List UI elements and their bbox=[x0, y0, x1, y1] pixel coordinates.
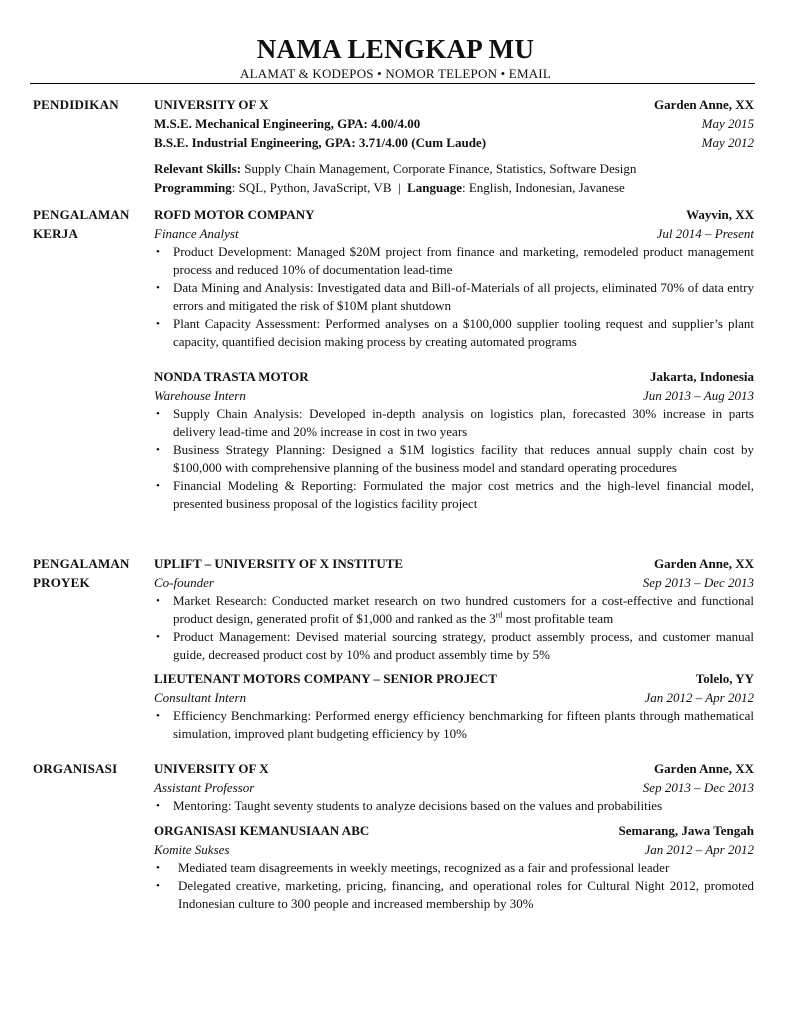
list-item: • Supply Chain Analysis: Developed in-depth analysis on logistics plan, forecasted 30% increase in parts delivery lead-time and 20% increase in cost in two years bbox=[156, 406, 754, 439]
entry-header bbox=[154, 205, 754, 224]
bullet-list bbox=[154, 243, 754, 351]
bullet-list bbox=[154, 592, 754, 664]
role-title: Co-founder bbox=[154, 575, 214, 590]
school-name: UNIVERSITY OF X bbox=[154, 97, 269, 112]
role-dates: Sep 2013 – Dec 2013 bbox=[642, 780, 754, 795]
org-name: LIEUTENANT MOTORS COMPANY – SENIOR PROJECT bbox=[154, 671, 497, 686]
entry-header bbox=[154, 669, 754, 688]
entry-header bbox=[154, 367, 754, 386]
list-item: • Plant Capacity Assessment: Performed analyses on a $100,000 supplier tooling request and supplier’s plant capacity, quantified decision making process by creating automated programs bbox=[156, 316, 754, 349]
role-row bbox=[154, 688, 754, 707]
org-entry bbox=[154, 821, 754, 913]
contact-line: ALAMAT & KODEPOS • NOMOR TELEPON • EMAIL bbox=[240, 66, 551, 81]
list-item: • Delegated creative, marketing, pricing, financing, and operational roles for Cultural Night 2012, promoted Indonesian culture to 300 people and increased membership by 30% bbox=[156, 878, 754, 911]
list-item: • Efficiency Benchmarking: Performed energy efficiency benchmarking for fifteen plants through mathematical simulation, improved plant budgeting efficiency by 10% bbox=[156, 708, 754, 741]
entry-header bbox=[154, 821, 754, 840]
org-name: NONDA TRASTA MOTOR bbox=[154, 369, 309, 384]
org-entry bbox=[154, 759, 754, 815]
degree: B.S.E. Industrial Engineering, GPA: 3.71/4.00 (Cum Laude) bbox=[154, 135, 487, 150]
list-item: • Mentoring: Taught seventy students to analyze decisions based on the values and probabilities bbox=[156, 798, 663, 813]
org-location: Tolelo, YY bbox=[695, 671, 754, 686]
org-name: UNIVERSITY OF X bbox=[154, 761, 269, 776]
entry-header bbox=[154, 759, 754, 778]
role-dates: Jan 2012 – Apr 2012 bbox=[644, 690, 754, 705]
section-label: ORGANISASI bbox=[33, 761, 118, 776]
org-location: Garden Anne, XX bbox=[653, 556, 754, 571]
bullet-list bbox=[154, 797, 754, 815]
role-row bbox=[154, 224, 754, 243]
bullet-list bbox=[154, 707, 754, 743]
org-name: UPLIFT – UNIVERSITY OF X INSTITUTE bbox=[154, 556, 404, 571]
degree-row bbox=[154, 133, 754, 152]
section-label: PENGALAMAN PROYEK bbox=[33, 556, 130, 590]
role-dates: Jan 2012 – Apr 2012 bbox=[644, 842, 754, 857]
role-row bbox=[154, 840, 754, 859]
role-title: Consultant Intern bbox=[154, 690, 247, 705]
org-name: ORGANISASI KEMANUSIAAN ABC bbox=[154, 823, 370, 838]
degree-row bbox=[154, 114, 754, 133]
section-label: PENDIDIKAN bbox=[33, 97, 119, 112]
org-location: Garden Anne, XX bbox=[653, 761, 754, 776]
role-dates: Sep 2013 – Dec 2013 bbox=[642, 575, 754, 590]
bullet-list bbox=[154, 859, 754, 913]
role-row bbox=[154, 386, 754, 405]
list-item: • Market Research: Conducted market research on two hundred customers for a cost-effective and functional product design, generated profit of $1,000 and ranked as the 3rd most profitable team bbox=[156, 593, 754, 626]
role-dates: Jul 2014 – Present bbox=[656, 226, 754, 241]
list-item: • Mediated team disagreements in weekly meetings, recognized as a fair and professional leader bbox=[156, 860, 670, 875]
role-row bbox=[154, 778, 754, 797]
entry-header bbox=[154, 95, 754, 114]
list-item: • Financial Modeling & Reporting: Formulated the major cost metrics and the high-level financial model, presented business proposal of the logistics facility project bbox=[156, 478, 754, 511]
degree: M.S.E. Mechanical Engineering, GPA: 4.00/4.00 bbox=[154, 116, 421, 131]
role-title: Warehouse Intern bbox=[154, 388, 246, 403]
entry-header bbox=[154, 554, 754, 573]
bullet-list bbox=[154, 405, 754, 513]
section-label: PENGALAMAN KERJA bbox=[33, 207, 130, 241]
list-item: • Business Strategy Planning: Designed a $1M logistics facility that reduces annual supply chain cost by $100,000 with comprehensive planning of the business model and standard operating procedures bbox=[156, 442, 754, 475]
role-row bbox=[154, 573, 754, 592]
list-item: • Product Development: Managed $20M project from finance and marketing, remodeled product management process and reduced 10% of documentation lead-time bbox=[156, 244, 754, 277]
org-location: Wayvin, XX bbox=[686, 207, 754, 222]
role-dates: Jun 2013 – Aug 2013 bbox=[643, 388, 754, 403]
skills-line: Relevant Skills: Supply Chain Management, Corporate Finance, Statistics, Software Design bbox=[154, 161, 637, 176]
job-entry bbox=[154, 367, 754, 513]
programming-line: Programming: SQL, Python, JavaScript, VB | Language: English, Indonesian, Javanese bbox=[154, 180, 625, 195]
org-location: Semarang, Jawa Tengah bbox=[618, 823, 754, 838]
job-entry bbox=[154, 205, 754, 351]
degree-date: May 2012 bbox=[701, 135, 754, 150]
project-entry bbox=[154, 554, 754, 664]
list-item: • Data Mining and Analysis: Investigated data and Bill-of-Materials of all projects, eliminated 70% of data entry errors and mitigated the risk of $10M plant shutdown bbox=[156, 280, 754, 313]
full-name: NAMA LENGKAP MU bbox=[256, 34, 535, 64]
project-entry bbox=[154, 669, 754, 743]
list-item: • Product Management: Devised material sourcing strategy, product assembly process, and customer manual guide, decreased product cost by 10% and product assembly time by 5% bbox=[156, 629, 754, 662]
degree-date: May 2015 bbox=[701, 116, 754, 131]
org-location: Jakarta, Indonesia bbox=[649, 369, 754, 384]
school-location: Garden Anne, XX bbox=[653, 97, 754, 112]
org-name: ROFD MOTOR COMPANY bbox=[154, 207, 315, 222]
header-divider bbox=[30, 83, 755, 84]
role-title: Finance Analyst bbox=[154, 226, 239, 241]
role-title: Komite Sukses bbox=[154, 842, 230, 857]
role-title: Assistant Professor bbox=[154, 780, 255, 795]
